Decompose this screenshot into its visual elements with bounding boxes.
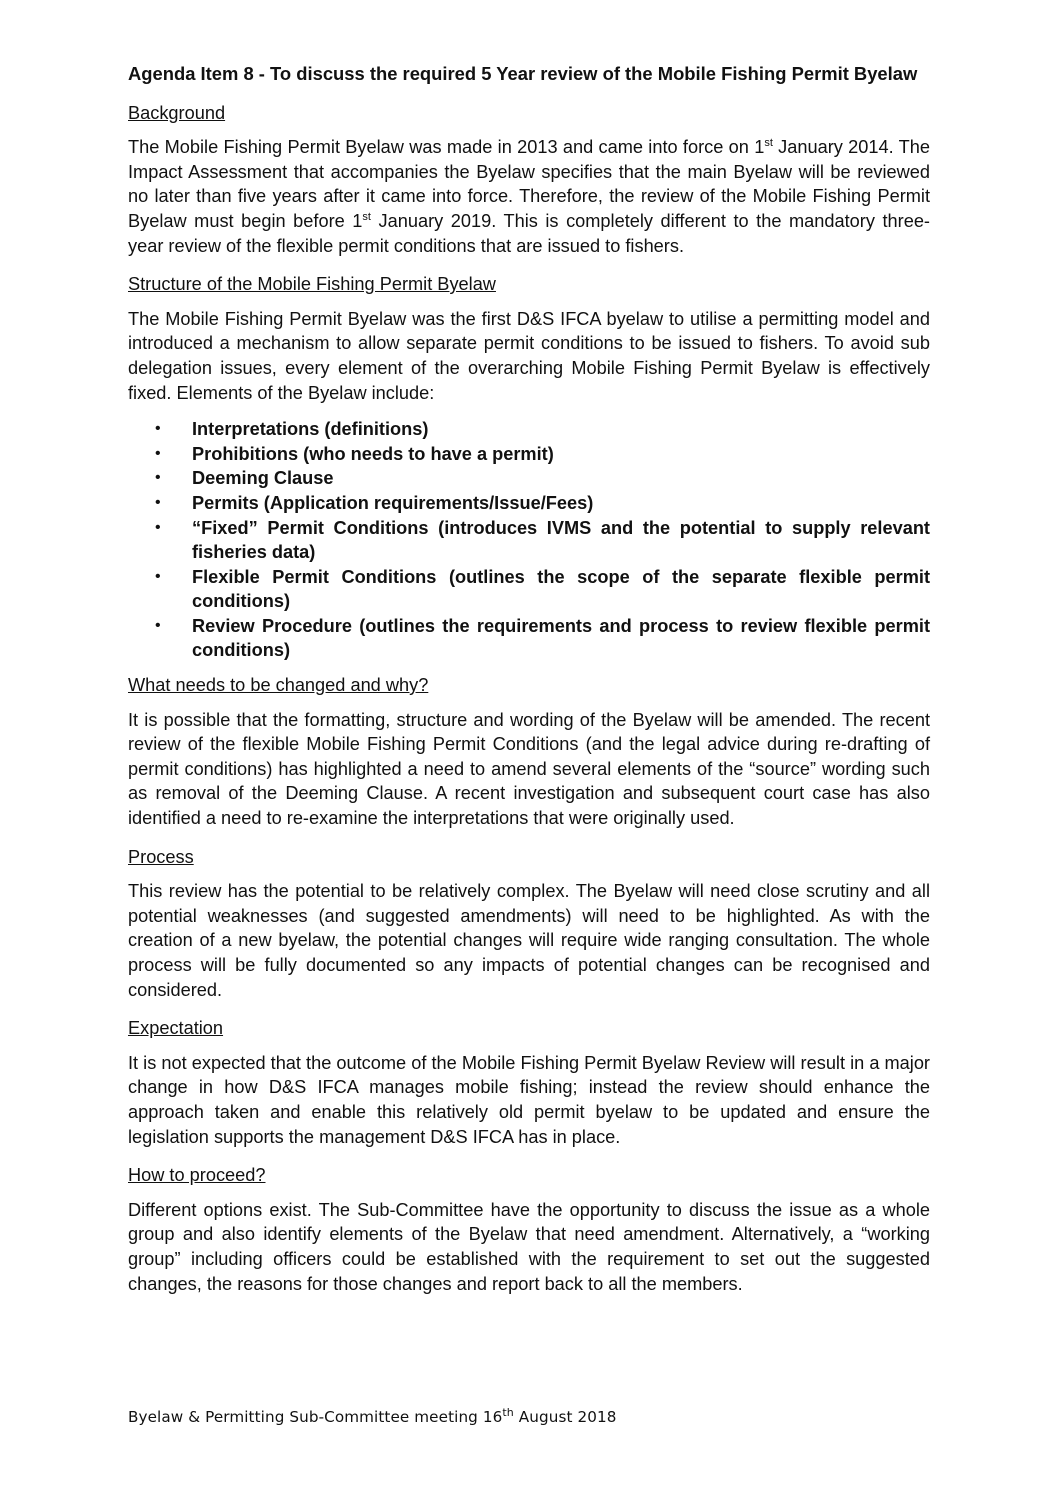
background-paragraph: The Mobile Fishing Permit Byelaw was made in 2013 and came into force on 1st January 2014. The Impact Assessment that accompanies the Byelaw specifies that the main Byelaw will be reviewed no later than five years after it came into force. Therefore, the review of the Mobile Fishing Permit Byelaw must begin before 1st January 2019. This is completely different to the mandatory three-year review of the flexible permit conditions that are issued to fishers. [128, 137, 931, 256]
bullet-icon: • [155, 493, 161, 511]
list-item: • Interpretations (definitions) [128, 417, 930, 442]
bullet-icon: • [155, 444, 161, 462]
list-item: • Prohibitions (who needs to have a permit) [128, 442, 930, 467]
bullet-icon: • [155, 616, 161, 634]
list-item: • Review Procedure (outlines the requirements and process to review flexible permit conditions) [155, 615, 930, 661]
list-item: • Deeming Clause [128, 466, 930, 491]
section-heading-process: Process [128, 846, 194, 867]
list-item: • Flexible Permit Conditions (outlines the scope of the separate flexible permit conditions) [155, 566, 930, 612]
document-page [128, 52, 930, 1310]
structure-paragraph: The Mobile Fishing Permit Byelaw was the first D&S IFCA byelaw to utilise a permitting model and introduced a mechanism to allow separate permit conditions to be issued to fishers. To avoid sub delegation issues, every element of the overarching Mobile Fishing Permit Byelaw is effectively fixed. Elements of the Byelaw include: [128, 308, 930, 403]
section-heading-background: Background [128, 102, 226, 123]
section-heading-changes: What needs to be changed and why? [128, 675, 429, 696]
section-heading-expectation: Expectation [128, 1018, 224, 1039]
list-item: • “Fixed” Permit Conditions (introduces IVMS and the potential to supply relevant fisheries data) [155, 517, 930, 563]
bullet-icon: • [155, 420, 161, 438]
expectation-paragraph: It is not expected that the outcome of the Mobile Fishing Permit Byelaw Review will result in a major change in how D&S IFCA manages mobile fishing; instead the review should enhance the approach taken and enable this relatively old permit byelaw to be updated and ensure the legislation supports the management D&S IFCA has in place. [128, 1052, 930, 1147]
how-to-proceed-paragraph: Different options exist. The Sub-Committee have the opportunity to discuss the issue as a whole group and also identify elements of the Byelaw that need amendment. Alternatively, a “working group” including officers could be established with the requirement to set out the suggested changes, the reasons for those changes and report back to all the members. [128, 1199, 930, 1294]
changes-paragraph: It is possible that the formatting, structure and wording of the Byelaw will be amended. The recent review of the flexible Mobile Fishing Permit Conditions (and the legal advice during re-drafting of permit conditions) has highlighted a need to amend several elements of the “source” wording such as removal of the Deeming Clause. A recent investigation and subsequent court case has also identified a need to re-examine the interpretations that were originally used. [128, 709, 930, 829]
section-heading-structure: Structure of the Mobile Fishing Permit Byelaw [128, 274, 496, 295]
byelaw-elements-list [128, 417, 930, 663]
bullet-icon: • [155, 567, 161, 585]
process-paragraph: This review has the potential to be relatively complex. The Byelaw will need close scrutiny and all potential weaknesses (and suggested amendments) will need to be highlighted. As with the creation of a new byelaw, the potential changes will require wide ranging consultation. The whole process will be fully documented so any impacts of potential changes can be recognised and considered. [128, 881, 930, 1000]
page-title: Agenda Item 8 - To discuss the required 5 Year review of the Mobile Fishing Permit Byelaw [128, 63, 918, 84]
section-heading-how-to-proceed: How to proceed? [128, 1165, 266, 1186]
bullet-icon: • [155, 469, 161, 487]
bullet-icon: • [155, 518, 161, 536]
page-footer: Byelaw & Permitting Sub-Committee meeting 16th August 2018 [128, 1405, 617, 1426]
list-item: • Permits (Application requirements/Issue/Fees) [128, 491, 930, 516]
